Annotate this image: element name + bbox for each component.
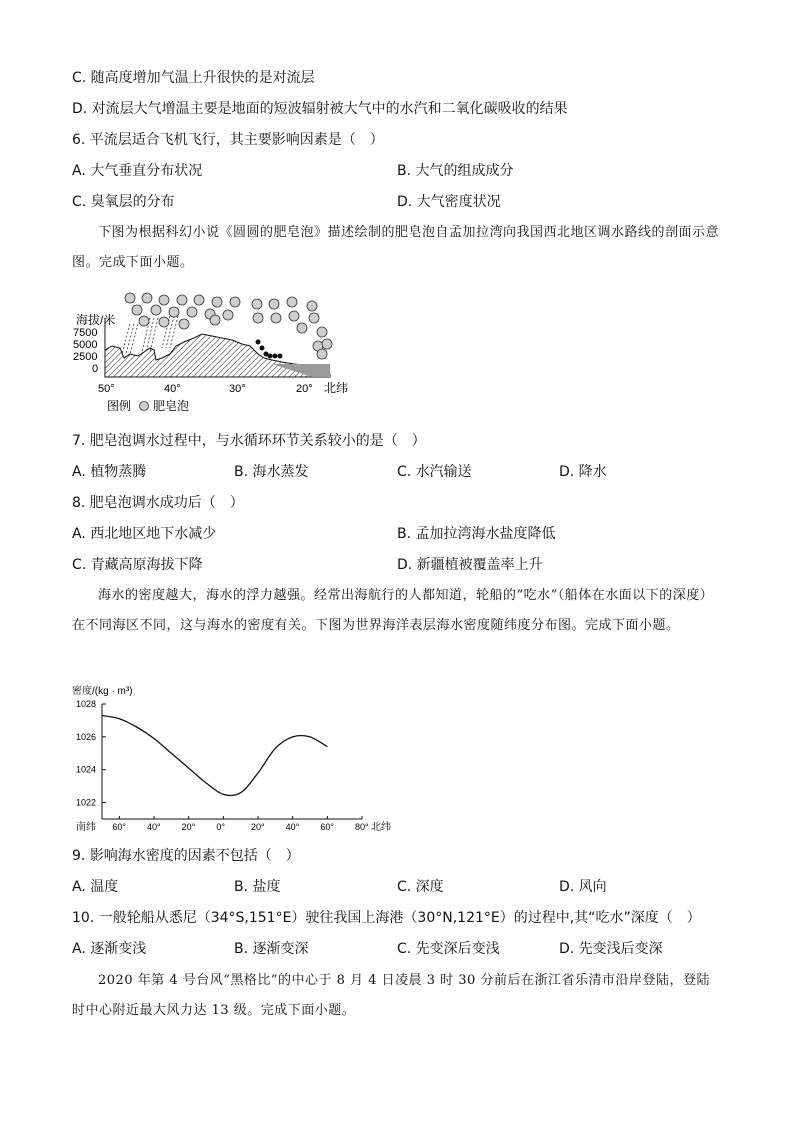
chart-xtick-label: 40° <box>147 822 161 832</box>
intro-seawater-density: 海水的密度越大，海水的浮力越强。经常出海航行的人都知道，轮船的“吃水”（船体在水面以下的深度）在不同海区不同，这与海水的密度有关。下图为世界海洋表层海水密度随纬度分布图。完成下面小题。 <box>72 588 714 633</box>
q8-option-a: A. 西北地区地下水减少 <box>72 526 217 542</box>
q6-option-c: C. 臭氧层的分布 <box>72 194 175 210</box>
q10-stem: 10. 一般轮船从悉尼（34°S,151°E）驶往我国上海港（30°N,121°E）的过程中,其“吃水”深度（ ） <box>72 910 701 926</box>
chart-xtick-label: 20° <box>251 822 265 832</box>
chart-xtick-label: 40° <box>285 822 300 832</box>
density-latitude-chart <box>66 682 406 834</box>
q6-option-b: B. 大气的组成成分 <box>397 163 514 179</box>
q7-option-d: D. 降水 <box>559 464 607 480</box>
chart-xtick-label: 0° <box>216 822 225 832</box>
chart-xtick-label: 60° <box>112 822 126 832</box>
q7-option-b: B. 海水蒸发 <box>234 464 309 480</box>
q8-option-d: D. 新疆植被覆盖率上升 <box>397 557 543 573</box>
q5-option-d: D. 对流层大气增温主要是地面的短波辐射被大气中的水汽和二氧化碳吸收的结果 <box>72 101 568 117</box>
q9-option-a: A. 温度 <box>72 879 119 895</box>
profile-ylabel: 海拔/米 <box>76 313 116 327</box>
chart-x-left-label: 南纬 <box>76 822 96 833</box>
q10-option-d: D. 先变浅后变深 <box>559 941 663 957</box>
q9-option-d: D. 风向 <box>559 879 607 895</box>
q6-option-a: A. 大气垂直分布状况 <box>72 163 203 179</box>
density-series-line <box>102 716 327 796</box>
profile-xlabel: 北纬 <box>324 381 349 395</box>
q9-option-c: C. 深度 <box>397 879 444 895</box>
profile-xtick: 50° <box>98 383 115 395</box>
chart-ytick-label: 1022 <box>76 797 97 808</box>
q9-option-b: B. 盐度 <box>234 879 281 895</box>
chart-xtick-label: 80° <box>355 822 369 832</box>
legend-label: 肥皂泡 <box>153 399 190 413</box>
soap-bubble-profile-figure <box>72 288 349 416</box>
profile-ytick: 5000 <box>73 339 98 351</box>
q8-option-c: C. 青藏高原海拔下降 <box>72 557 203 573</box>
chart-xtick-label: 20° <box>181 822 196 832</box>
q7-stem: 7. 肥皂泡调水过程中，与水循环环节关系较小的是（ ） <box>72 433 426 449</box>
q10-option-b: B. 逐渐变深 <box>234 941 309 957</box>
profile-ytick: 2500 <box>73 351 98 363</box>
chart-ytick-label: 1028 <box>76 699 97 709</box>
chart-ylabel: 密度/(kg · m³) <box>72 686 133 697</box>
q6-option-d: D. 大气密度状况 <box>397 194 501 210</box>
q8-option-b: B. 孟加拉湾海水盐度降低 <box>397 526 556 542</box>
profile-xtick: 40° <box>164 383 181 395</box>
profile-xtick: 20° <box>296 383 313 395</box>
chart-ytick-label: 1026 <box>76 731 97 742</box>
intro-soap-bubble: 下图为根据科幻小说《圆圆的肥皂泡》描述绘制的肥皂泡自孟加拉湾向我国西北地区调水路线的剖面示意图。完成下面小题。 <box>72 225 720 270</box>
q10-option-a: A. 逐渐变浅 <box>72 941 147 957</box>
q8-stem: 8. 肥皂泡调水成功后（ ） <box>72 495 244 511</box>
profile-ytick: 7500 <box>73 327 98 339</box>
q5-option-c: C. 随高度增加气温上升很快的是对流层 <box>72 70 315 86</box>
legend-bubble-icon <box>140 402 149 411</box>
chart-xtick-label: 60° <box>320 822 334 832</box>
chart-ytick-label: 1024 <box>76 764 97 775</box>
chart-x-right-label: 北纬 <box>371 822 391 833</box>
q10-option-c: C. 先变深后变浅 <box>397 941 500 957</box>
q7-option-c: C. 水汽输送 <box>397 464 472 480</box>
q9-stem: 9. 影响海水密度的因素不包括（ ） <box>72 848 300 864</box>
profile-ytick: 0 <box>92 363 99 375</box>
profile-xtick: 30° <box>229 383 246 395</box>
legend-prefix: 图例 <box>107 399 132 413</box>
q6-stem: 6. 平流层适合飞机飞行，其主要影响因素是（ ） <box>72 132 384 148</box>
q7-option-a: A. 植物蒸腾 <box>72 464 147 480</box>
intro-typhoon: 2020 年第 4 号台风“黑格比”的中心于 8 月 4 日凌晨 3 时 30 分前后在浙江省乐清市沿岸登陆，登陆时中心附近最大风力达 13 级。完成下面小题。 <box>72 973 710 1018</box>
